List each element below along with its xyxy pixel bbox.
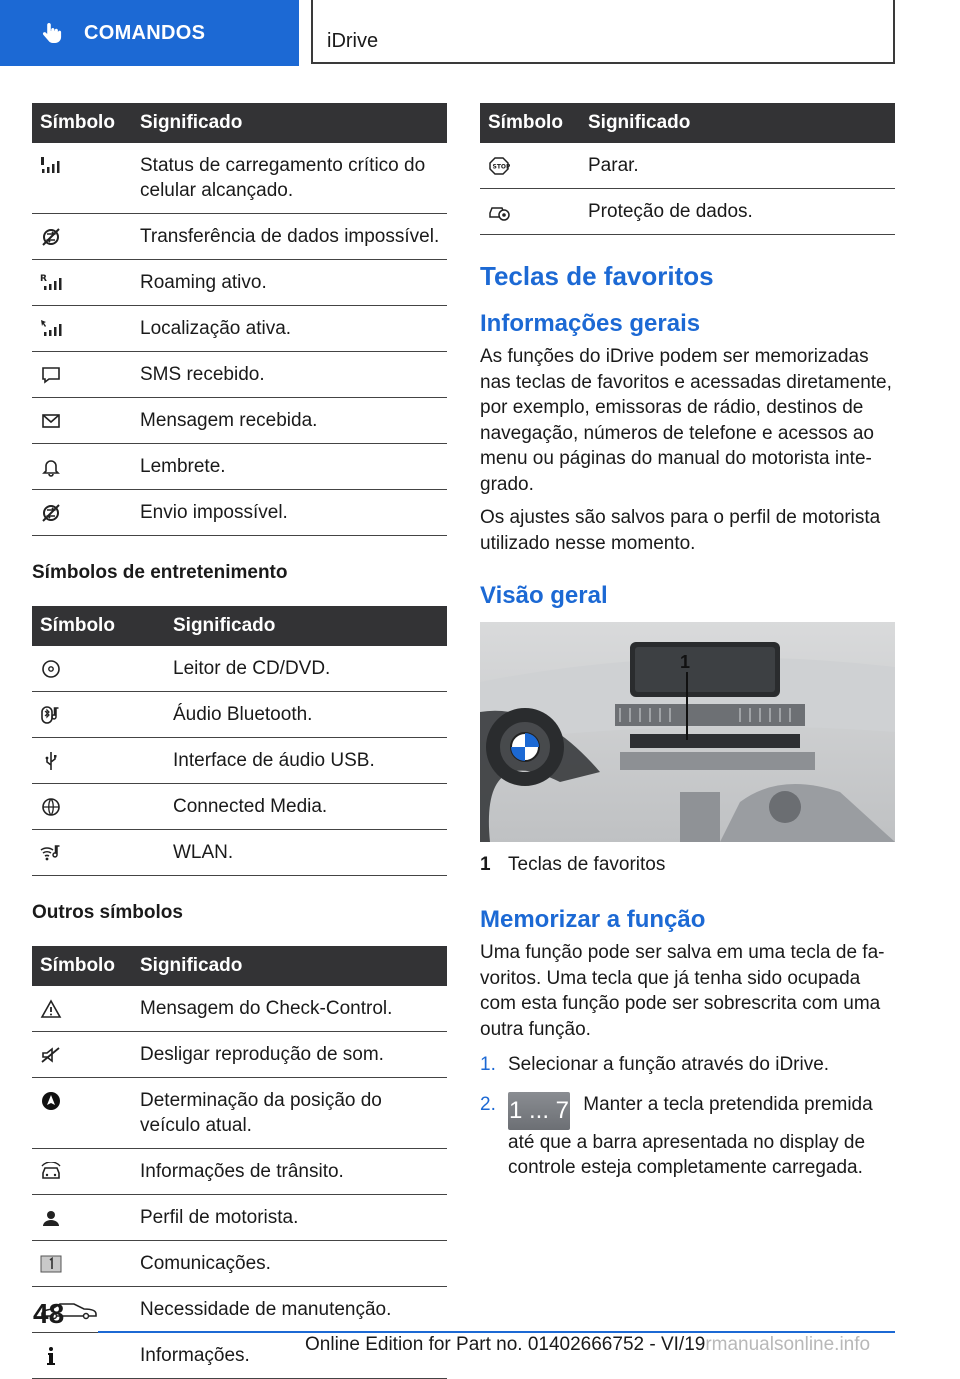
row-meaning: Leitor de CD/DVD. bbox=[165, 646, 447, 692]
traffic-icon bbox=[40, 1162, 62, 1182]
row-meaning: Desligar reprodução de som. bbox=[132, 1032, 447, 1078]
row-meaning: Proteção de dados. bbox=[580, 189, 895, 235]
bell-icon bbox=[40, 457, 62, 477]
row-meaning: Informações de trânsito. bbox=[132, 1149, 447, 1195]
memorize-heading: Memorizar a função bbox=[480, 906, 706, 933]
col-symbol-header: Símbolo bbox=[32, 946, 132, 986]
table-row bbox=[32, 646, 447, 692]
table-row bbox=[32, 490, 447, 536]
table-row bbox=[32, 1149, 447, 1195]
table-row bbox=[32, 692, 447, 738]
data-protection-icon bbox=[488, 202, 510, 222]
row-meaning: Localização ativa. bbox=[132, 306, 447, 352]
row-meaning: Determinação da posição do veículo atual. bbox=[132, 1078, 447, 1149]
step-number: 2. bbox=[480, 1093, 496, 1115]
row-meaning: Lembrete. bbox=[132, 444, 447, 490]
mute-icon bbox=[40, 1045, 62, 1065]
step-number: 1. bbox=[480, 1054, 496, 1075]
status-symbols-table bbox=[32, 103, 447, 536]
row-meaning: Envio impossível. bbox=[132, 490, 447, 536]
list-item bbox=[480, 1092, 895, 1181]
row-meaning: Roaming ativo. bbox=[132, 260, 447, 306]
mail-icon bbox=[40, 411, 62, 431]
col-symbol-header: Símbolo bbox=[480, 103, 580, 143]
watermark-text: rmanualsonline.info bbox=[705, 1334, 871, 1355]
steps-list bbox=[480, 1052, 895, 1181]
warning-triangle-icon bbox=[40, 999, 62, 1019]
caption-number: 1 bbox=[480, 854, 491, 875]
col-meaning-header: Significado bbox=[132, 946, 447, 986]
location-signal-icon bbox=[40, 319, 62, 339]
general-paragraph-2: Os ajustes são salvos para o perfil de motorista utilizado nesse momento. bbox=[480, 507, 881, 554]
table-row bbox=[32, 444, 447, 490]
row-meaning: Áudio Bluetooth. bbox=[165, 692, 447, 738]
section-tab bbox=[0, 0, 299, 66]
svg-text:R: R bbox=[40, 273, 47, 284]
row-meaning: Parar. bbox=[580, 143, 895, 189]
table-row bbox=[32, 1241, 447, 1287]
row-meaning: Connected Media. bbox=[165, 784, 447, 830]
row-meaning: Interface de áudio USB. bbox=[165, 738, 447, 784]
stop-icon bbox=[488, 156, 510, 176]
list-item bbox=[480, 1052, 895, 1078]
sms-icon bbox=[40, 365, 62, 385]
chapter-title: iDrive bbox=[327, 30, 379, 52]
memorize-paragraph: Uma função pode ser salva em uma tecla de favoritos. Uma tecla que já tenha sido ocupada com esta função pode ser sobrescrita com uma outra função. bbox=[480, 942, 885, 1040]
row-meaning: Informações. bbox=[132, 1333, 447, 1379]
chapter-box bbox=[311, 0, 895, 64]
more-symbols-table bbox=[480, 103, 895, 235]
communications-icon bbox=[40, 1254, 62, 1274]
general-paragraph-1: As funções do iDrive podem ser memorizadas nas teclas de favoritos e acessadas diretamente, por exemplo, emissoras de rádio, destinos de navegação, números de telefone e acessos ao menu ou páginas do manual do motorista integrado. bbox=[480, 346, 892, 495]
table-row bbox=[32, 1195, 447, 1241]
right-column bbox=[480, 103, 895, 1195]
entertainment-symbols-table bbox=[32, 606, 447, 876]
favorite-keys-icon: 1 ... 7 bbox=[508, 1092, 570, 1130]
table-row bbox=[32, 1287, 447, 1333]
section-title: COMANDOS bbox=[84, 21, 206, 44]
row-meaning: Mensagem do Check-Control. bbox=[132, 986, 447, 1032]
table-row bbox=[480, 143, 895, 189]
table-row bbox=[32, 398, 447, 444]
other-symbols-heading: Outros símbolos bbox=[32, 902, 183, 923]
other-symbols-table bbox=[32, 946, 447, 1379]
info-icon bbox=[40, 1346, 62, 1366]
row-meaning: SMS recebido. bbox=[132, 352, 447, 398]
svg-text:STOP: STOP bbox=[492, 163, 510, 171]
col-meaning-header: Significado bbox=[165, 606, 447, 646]
row-meaning: WLAN. bbox=[165, 830, 447, 876]
table-row bbox=[32, 352, 447, 398]
step-text: Selecionar a função através do iDrive. bbox=[508, 1054, 830, 1075]
figure-caption bbox=[480, 854, 895, 876]
cockpit-illustration bbox=[480, 622, 895, 842]
row-meaning: Mensagem recebida. bbox=[132, 398, 447, 444]
transfer-impossible-icon bbox=[40, 227, 62, 247]
edition-text: Online Edition for Part no. 01402666752 - VI/19 bbox=[305, 1334, 706, 1355]
general-info-heading: Informações gerais bbox=[480, 310, 701, 337]
table-row bbox=[32, 1032, 447, 1078]
row-meaning: Transferência de dados impossível. bbox=[132, 214, 447, 260]
table-row bbox=[32, 306, 447, 352]
usb-icon bbox=[40, 751, 62, 771]
favorites-title: Teclas de favoritos bbox=[480, 261, 714, 291]
signal-critical-icon bbox=[40, 156, 62, 176]
footer-divider bbox=[98, 1331, 895, 1333]
entertainment-heading: Símbolos de entretenimento bbox=[32, 562, 288, 583]
col-meaning-header: Significado bbox=[132, 103, 447, 143]
row-meaning: Necessidade de manutenção. bbox=[132, 1287, 447, 1333]
table-row bbox=[32, 986, 447, 1032]
roaming-icon bbox=[40, 273, 62, 293]
table-row bbox=[32, 784, 447, 830]
table-row bbox=[480, 189, 895, 235]
table-row bbox=[32, 143, 447, 214]
page-number: 48 bbox=[33, 1298, 65, 1329]
figure-callout: 1 bbox=[680, 652, 691, 672]
bluetooth-audio-icon bbox=[40, 705, 62, 725]
col-symbol-header: Símbolo bbox=[32, 103, 132, 143]
table-row bbox=[32, 260, 447, 306]
col-symbol-header: Símbolo bbox=[32, 606, 165, 646]
row-meaning: Comunicações. bbox=[132, 1241, 447, 1287]
overview-heading: Visão geral bbox=[480, 582, 608, 609]
disc-icon bbox=[40, 659, 62, 679]
table-row bbox=[32, 214, 447, 260]
table-row bbox=[32, 1078, 447, 1149]
table-row bbox=[32, 830, 447, 876]
position-icon bbox=[40, 1091, 62, 1111]
left-column bbox=[32, 103, 447, 1379]
connected-media-icon bbox=[40, 797, 62, 817]
footer-edition bbox=[305, 1334, 870, 1356]
caption-text: Teclas de favoritos bbox=[508, 854, 666, 875]
row-meaning: Status de carregamento crítico do celular alcançado. bbox=[132, 143, 447, 214]
step-text: Manter a tecla pretendida premida até que a barra apresentada no display de controle esteja completamente carregada. bbox=[508, 1093, 873, 1178]
cockpit-figure bbox=[480, 622, 895, 842]
row-meaning: Perfil de motorista. bbox=[132, 1195, 447, 1241]
table-row bbox=[32, 738, 447, 784]
wlan-icon bbox=[40, 843, 62, 863]
send-impossible-icon bbox=[40, 503, 62, 523]
driver-profile-icon bbox=[40, 1208, 62, 1228]
hand-pointer-icon bbox=[38, 19, 66, 47]
col-meaning-header: Significado bbox=[580, 103, 895, 143]
